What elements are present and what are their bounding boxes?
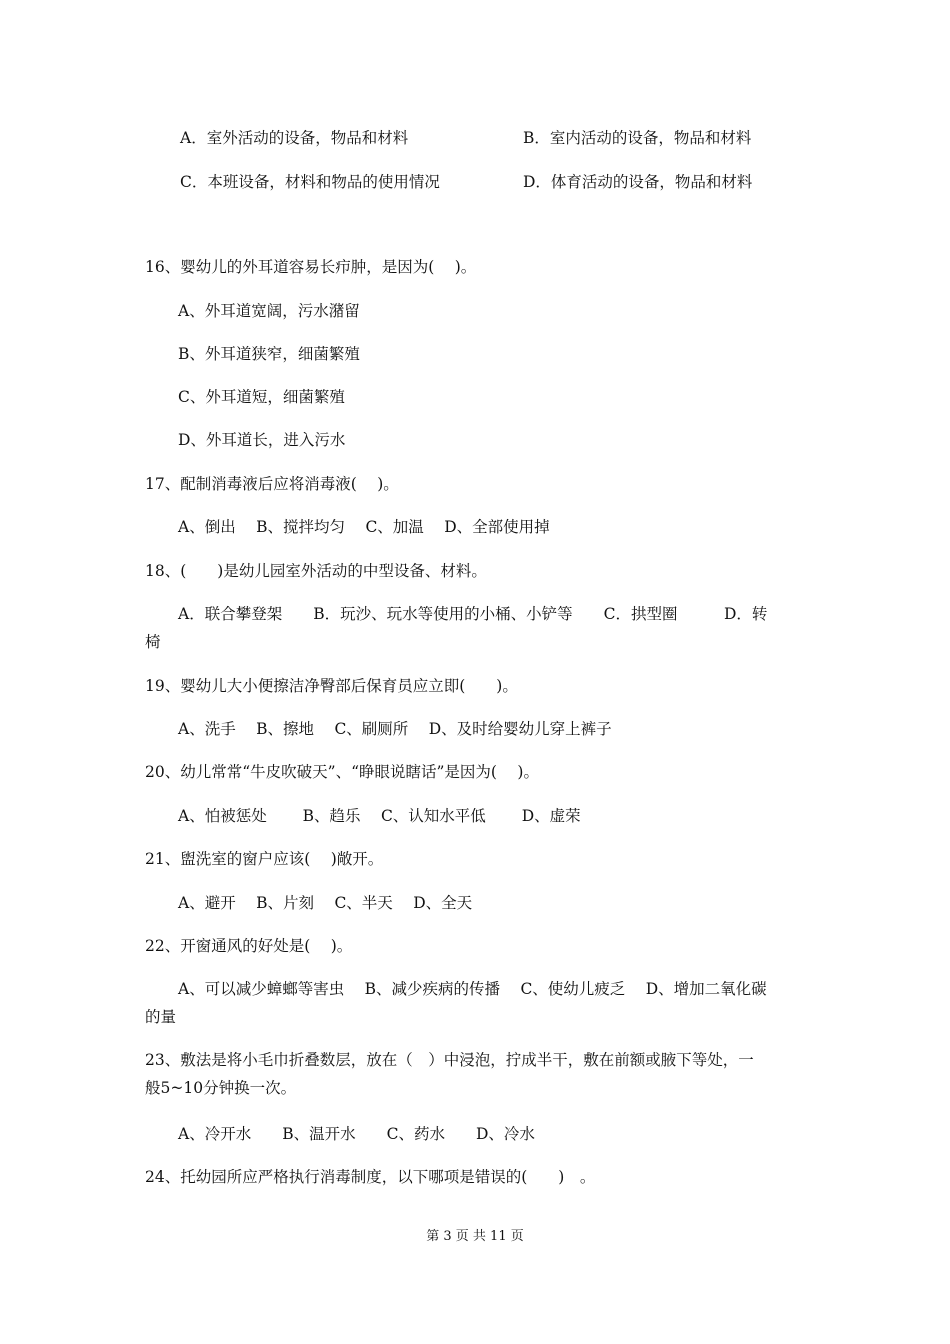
question-16-option-c: C、外耳道短，细菌繁殖 [178,388,345,406]
option-d: D．体育活动的设备，物品和材料 [523,173,753,191]
question-20-options: A、怕被惩处 B、趋乐 C、认知水平低 D、虚荣 [178,807,581,825]
question-24-stem: 24、托幼园所应严格执行消毒制度，以下哪项是错误的( ) 。 [145,1168,596,1186]
question-18-options-line1: A．联合攀登架 B．玩沙、玩水等使用的小桶、小铲等 C．拱型圈 D．转 [178,605,768,623]
question-17-stem: 17、配制消毒液后应将消毒液( )。 [145,475,399,493]
question-23-stem [145,1046,807,1102]
option-c: C．本班设备，材料和物品的使用情况 [180,173,440,191]
question-21-options: A、避开 B、片刻 C、半天 D、全天 [178,894,473,912]
question-18-options [145,600,807,656]
question-22-options [145,975,807,1031]
page-number-footer: 第 3 页 共 11 页 [426,1229,524,1244]
option-a: A．室外活动的设备，物品和材料 [180,129,409,147]
question-22-stem: 22、开窗通风的好处是( )。 [145,937,353,955]
question-23-stem-line2: 般5~10分钟换一次。 [145,1079,297,1097]
question-19-options: A、洗手 B、擦地 C、刷厕所 D、及时给婴幼儿穿上裤子 [178,720,612,738]
question-19-stem: 19、婴幼儿大小便擦洁净臀部后保育员应立即( )。 [145,677,518,695]
question-23-options: A、冷开水 B、温开水 C、药水 D、冷水 [178,1125,535,1143]
question-22-options-line1: A、可以减少蟑螂等害虫 B、减少疾病的传播 C、使幼儿疲乏 D、增加二氧化碳 [178,980,767,998]
question-16-option-b: B、外耳道狭窄，细菌繁殖 [178,345,360,363]
option-b: B．室内活动的设备，物品和材料 [523,129,752,147]
question-16-stem: 16、婴幼儿的外耳道容易长疖肿，是因为( )。 [145,258,477,276]
question-20-stem: 20、幼儿常常“牛皮吹破天”、“睁眼说瞎话”是因为( )。 [145,763,539,781]
question-22-options-line2: 的量 [145,1008,177,1026]
question-23-stem-line1: 23、敷法是将小毛巾折叠数层，放在（ ）中浸泡，拧成半干，敷在前额或腋下等处，一 [145,1051,754,1069]
question-21-stem: 21、盥洗室的窗户应该( )敞开。 [145,850,384,868]
question-16-option-a: A、外耳道宽阔，污水潴留 [178,302,360,320]
question-18-stem: 18、( )是幼儿园室外活动的中型设备、材料。 [145,562,487,580]
question-18-options-line2: 椅 [145,633,161,651]
question-17-options: A、倒出 B、搅拌均匀 C、加温 D、全部使用掉 [178,518,550,536]
question-16-option-d: D、外耳道长，进入污水 [178,431,346,449]
